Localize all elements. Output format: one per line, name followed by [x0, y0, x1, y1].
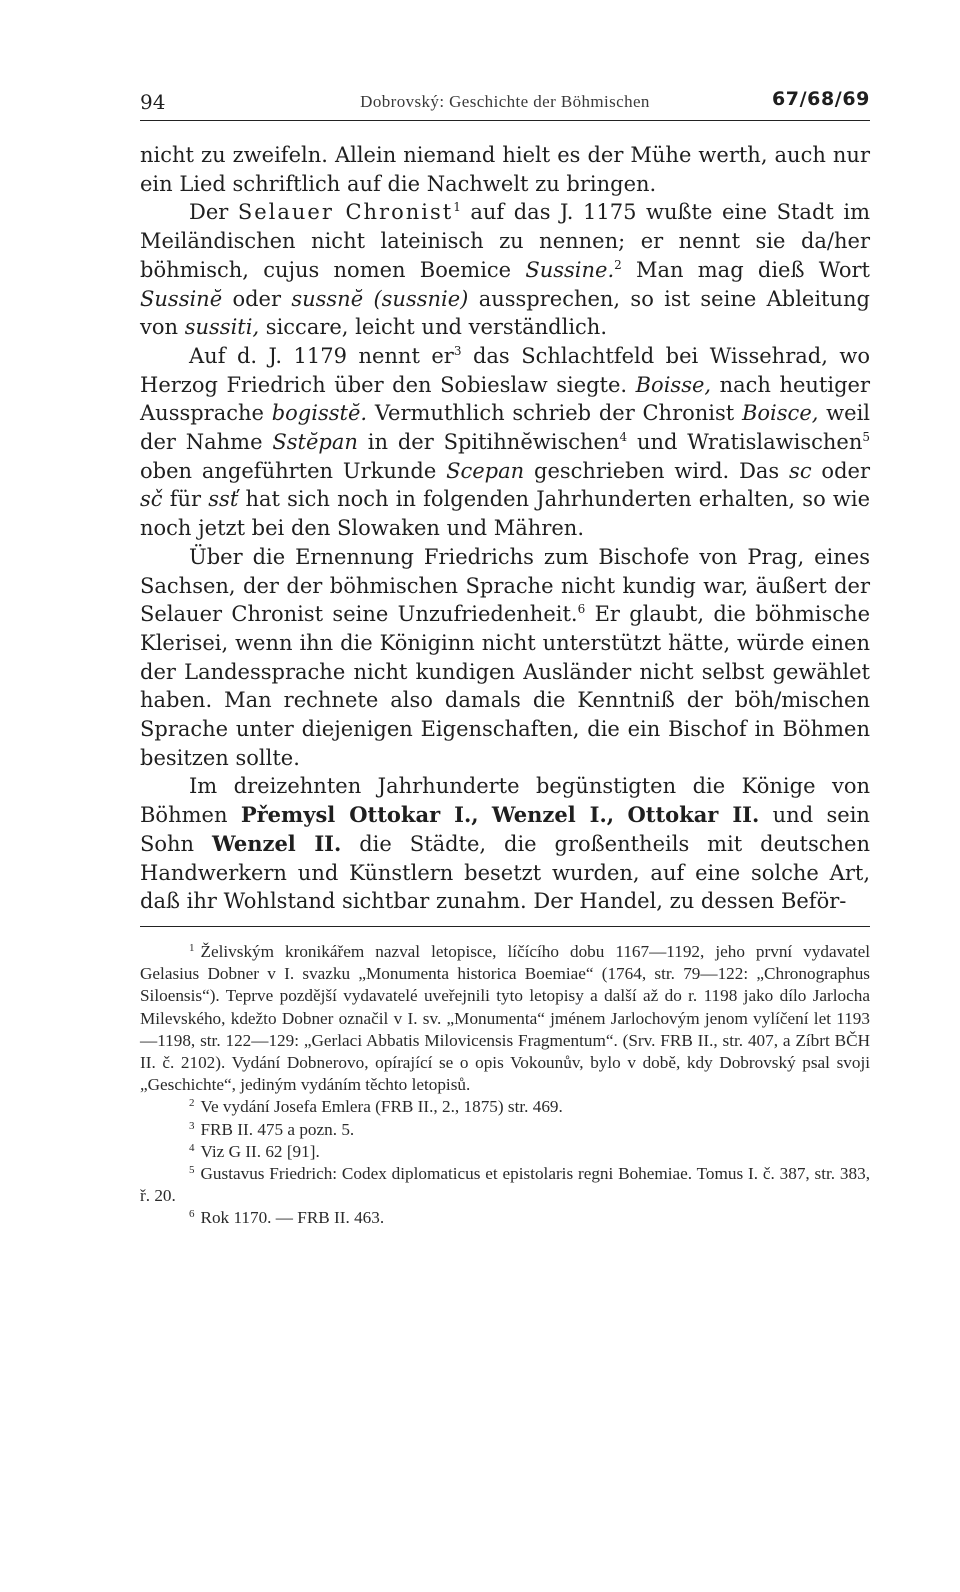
text-run: Man mag dieß Wort: [621, 257, 870, 282]
text-run: Sstĕpan: [272, 430, 358, 455]
text-run: Boisce,: [741, 401, 819, 426]
text-run: sc: [789, 458, 812, 483]
text-run: Auf d. J. 1179 nennt er: [189, 343, 454, 368]
paragraph: [140, 543, 870, 773]
text-run: und Wratislawischen: [627, 430, 863, 455]
text-run: in der Spitihnĕwischen: [357, 430, 620, 455]
text-run: auf das J. 1175 wußte eine Stadt im Meiländischen nicht lateinisch zu nennen; er nennt sie da/her böhmisch, cujus nomen Boemice: [140, 200, 871, 282]
text-run: Selauer Chronist: [237, 200, 454, 225]
footnote-ref: 3: [453, 343, 462, 358]
footnote: [140, 1207, 870, 1229]
text-run: Im dreizehnten Jahrhunderte begünstigten die Könige von Böhmen: [140, 774, 870, 828]
footnote-number: 1: [189, 941, 195, 954]
footnote-ref: 5: [862, 430, 871, 445]
text-run: Přemysl Ottokar I.,: [240, 802, 479, 828]
footnote-text: Želivským kronikářem nazval letopisce, líčícího dobu 1167—1192, jeho první vydavatel Gelasius Dobner v I. svazku „Monumenta historica Boemiae“ (1764, str. 79—122: „Chronographus Siloensis“). Teprve pozdější vydavatelé uveřejnili tyto letopisy a další až do r. 1198 jako dílo Jarlocha Milevského, kdežto Dobner označil v I. sv. „Monumenta“ jménem Jarlochovým jenom vylíčení let 1193—1198, str. 122—129: „Gerlaci Abbatis Milovicensis Fragmentum“. (Srv. FRB II., str. 407, a Zíbrt BČH II. č. 2102). Vydání Dobnerovo, opírající se o opis Vokounův, bylo v době, kdy Dobrovský psal svoji „Geschichte“, jediným vydáním těchto letopisů.: [140, 941, 870, 1095]
text-run: bogisstĕ.: [271, 401, 368, 426]
text-run: sč: [140, 487, 163, 512]
text-run: Boisse,: [635, 372, 712, 397]
text-run: geschrieben wird. Das: [524, 458, 790, 483]
footnote-number: 3: [189, 1119, 195, 1132]
footnote-text: Gustavus Friedrich: Codex diplomaticus et epistolaris regni Bohemiae. Tomus I. č. 387, str. 383, ř. 20.: [140, 1164, 870, 1206]
footnote-ref: 2: [614, 257, 622, 272]
footnotes: [140, 941, 870, 1230]
text-run: siccare, leicht und verständlich.: [259, 315, 608, 340]
footnote-text: Ve vydání Josefa Emlera (FRB II., 2., 1875) str. 469.: [200, 1097, 563, 1117]
paragraph: [140, 772, 870, 916]
text-run: oder: [222, 286, 292, 311]
footnote: [140, 941, 870, 1096]
text-run: Sussine.: [525, 257, 615, 282]
paragraph: [140, 198, 870, 342]
text-run: nicht zu zweifeln. Allein niemand hielt es der Mühe werth, auch nur ein Lied schriftlich auf die Nachwelt zu bringen.: [140, 143, 870, 196]
footnote-number: 4: [189, 1141, 195, 1154]
page-header: [140, 84, 870, 121]
text-run: oder: [811, 458, 870, 483]
footnote-text: Rok 1170. — FRB II. 463.: [200, 1208, 385, 1228]
text-run: hat sich noch in folgenden Jahrhunderten erhalten, so wie noch jetzt bei den Slowaken und Mähren.: [140, 487, 871, 541]
footnote: [140, 1163, 870, 1207]
text-run: Über die Ernennung Friedrichs zum Bischofe von Prag, eines Sachsen, der der böhmischen Sprache nicht kundig war, äußert der Selauer Chronist seine Unzufriedenheit.: [140, 544, 870, 627]
text-run: [479, 803, 492, 827]
text-run: oben angeführten Urkunde: [140, 458, 447, 483]
footnote-number: 6: [189, 1208, 195, 1221]
running-title: Dobrovský: Geschichte der Böhmischen: [360, 92, 650, 111]
text-run: Wenzel II.: [212, 830, 342, 856]
document-page: [140, 84, 870, 1230]
text-run: Scepan: [446, 458, 525, 483]
text-run: Der: [189, 200, 238, 225]
folio-reference: 67/68/69: [771, 88, 870, 110]
footnote-text: Viz G II. 62 [91].: [200, 1141, 320, 1161]
text-run: weil der Nahme: [140, 401, 871, 455]
body-text: [140, 141, 870, 916]
footnote-separator: [140, 926, 870, 927]
footnote-ref: 6: [577, 602, 586, 617]
paragraph: [140, 141, 870, 198]
text-run: Ottokar II.: [627, 802, 760, 828]
text-run: die Städte, die großentheils mit deutschen Handwerkern und Künstlern besetzt wurden, auf eine solche Art, daß ihr Wohlstand sichtbar zunahm. Der Handel, zu dessen Beför-: [140, 831, 870, 914]
footnote-text: FRB II. 475 a pozn. 5.: [200, 1119, 355, 1139]
text-run: [614, 803, 627, 827]
page-number: 94: [140, 90, 166, 114]
text-run: und sein Sohn: [140, 803, 870, 856]
text-run: Sussinĕ: [140, 286, 223, 311]
text-run: das Schlachtfeld bei Wissehrad, wo Herzog Friedrich über den Sobieslaw siegte.: [140, 343, 870, 397]
text-run: Er glaubt, die böhmische Klerisei, wenn ihn die Königinn nicht unterstützt hätte, würde einen der Landessprache nicht kundigen Ausländer nicht selbst gewählet haben. Man rechnete also damals die Kenntniß der böh/mischen Sprache unter diejenigen Eigenschaften, die ein Bischof in Böhmen besitzen sollte.: [140, 602, 870, 770]
text-run: ssť: [208, 487, 239, 512]
text-run: aussprechen, so ist seine Ableitung von: [140, 286, 870, 340]
footnote-number: 5: [189, 1164, 195, 1177]
text-run: nach heutiger Aussprache: [140, 372, 870, 426]
text-run: sussiti,: [184, 315, 260, 340]
footnote-ref: 1: [453, 200, 461, 215]
text-run: Vermuthlich schrieb der Chronist: [367, 401, 742, 426]
footnote: [140, 1096, 870, 1118]
footnote-number: 2: [189, 1097, 195, 1110]
text-run: Wenzel I.,: [491, 802, 615, 828]
text-run: sussnĕ (sussnie): [291, 286, 469, 311]
text-run: für: [162, 487, 209, 512]
paragraph: [140, 342, 870, 543]
footnote: [140, 1119, 870, 1141]
footnote-ref: 4: [619, 430, 628, 445]
footnote: [140, 1141, 870, 1163]
